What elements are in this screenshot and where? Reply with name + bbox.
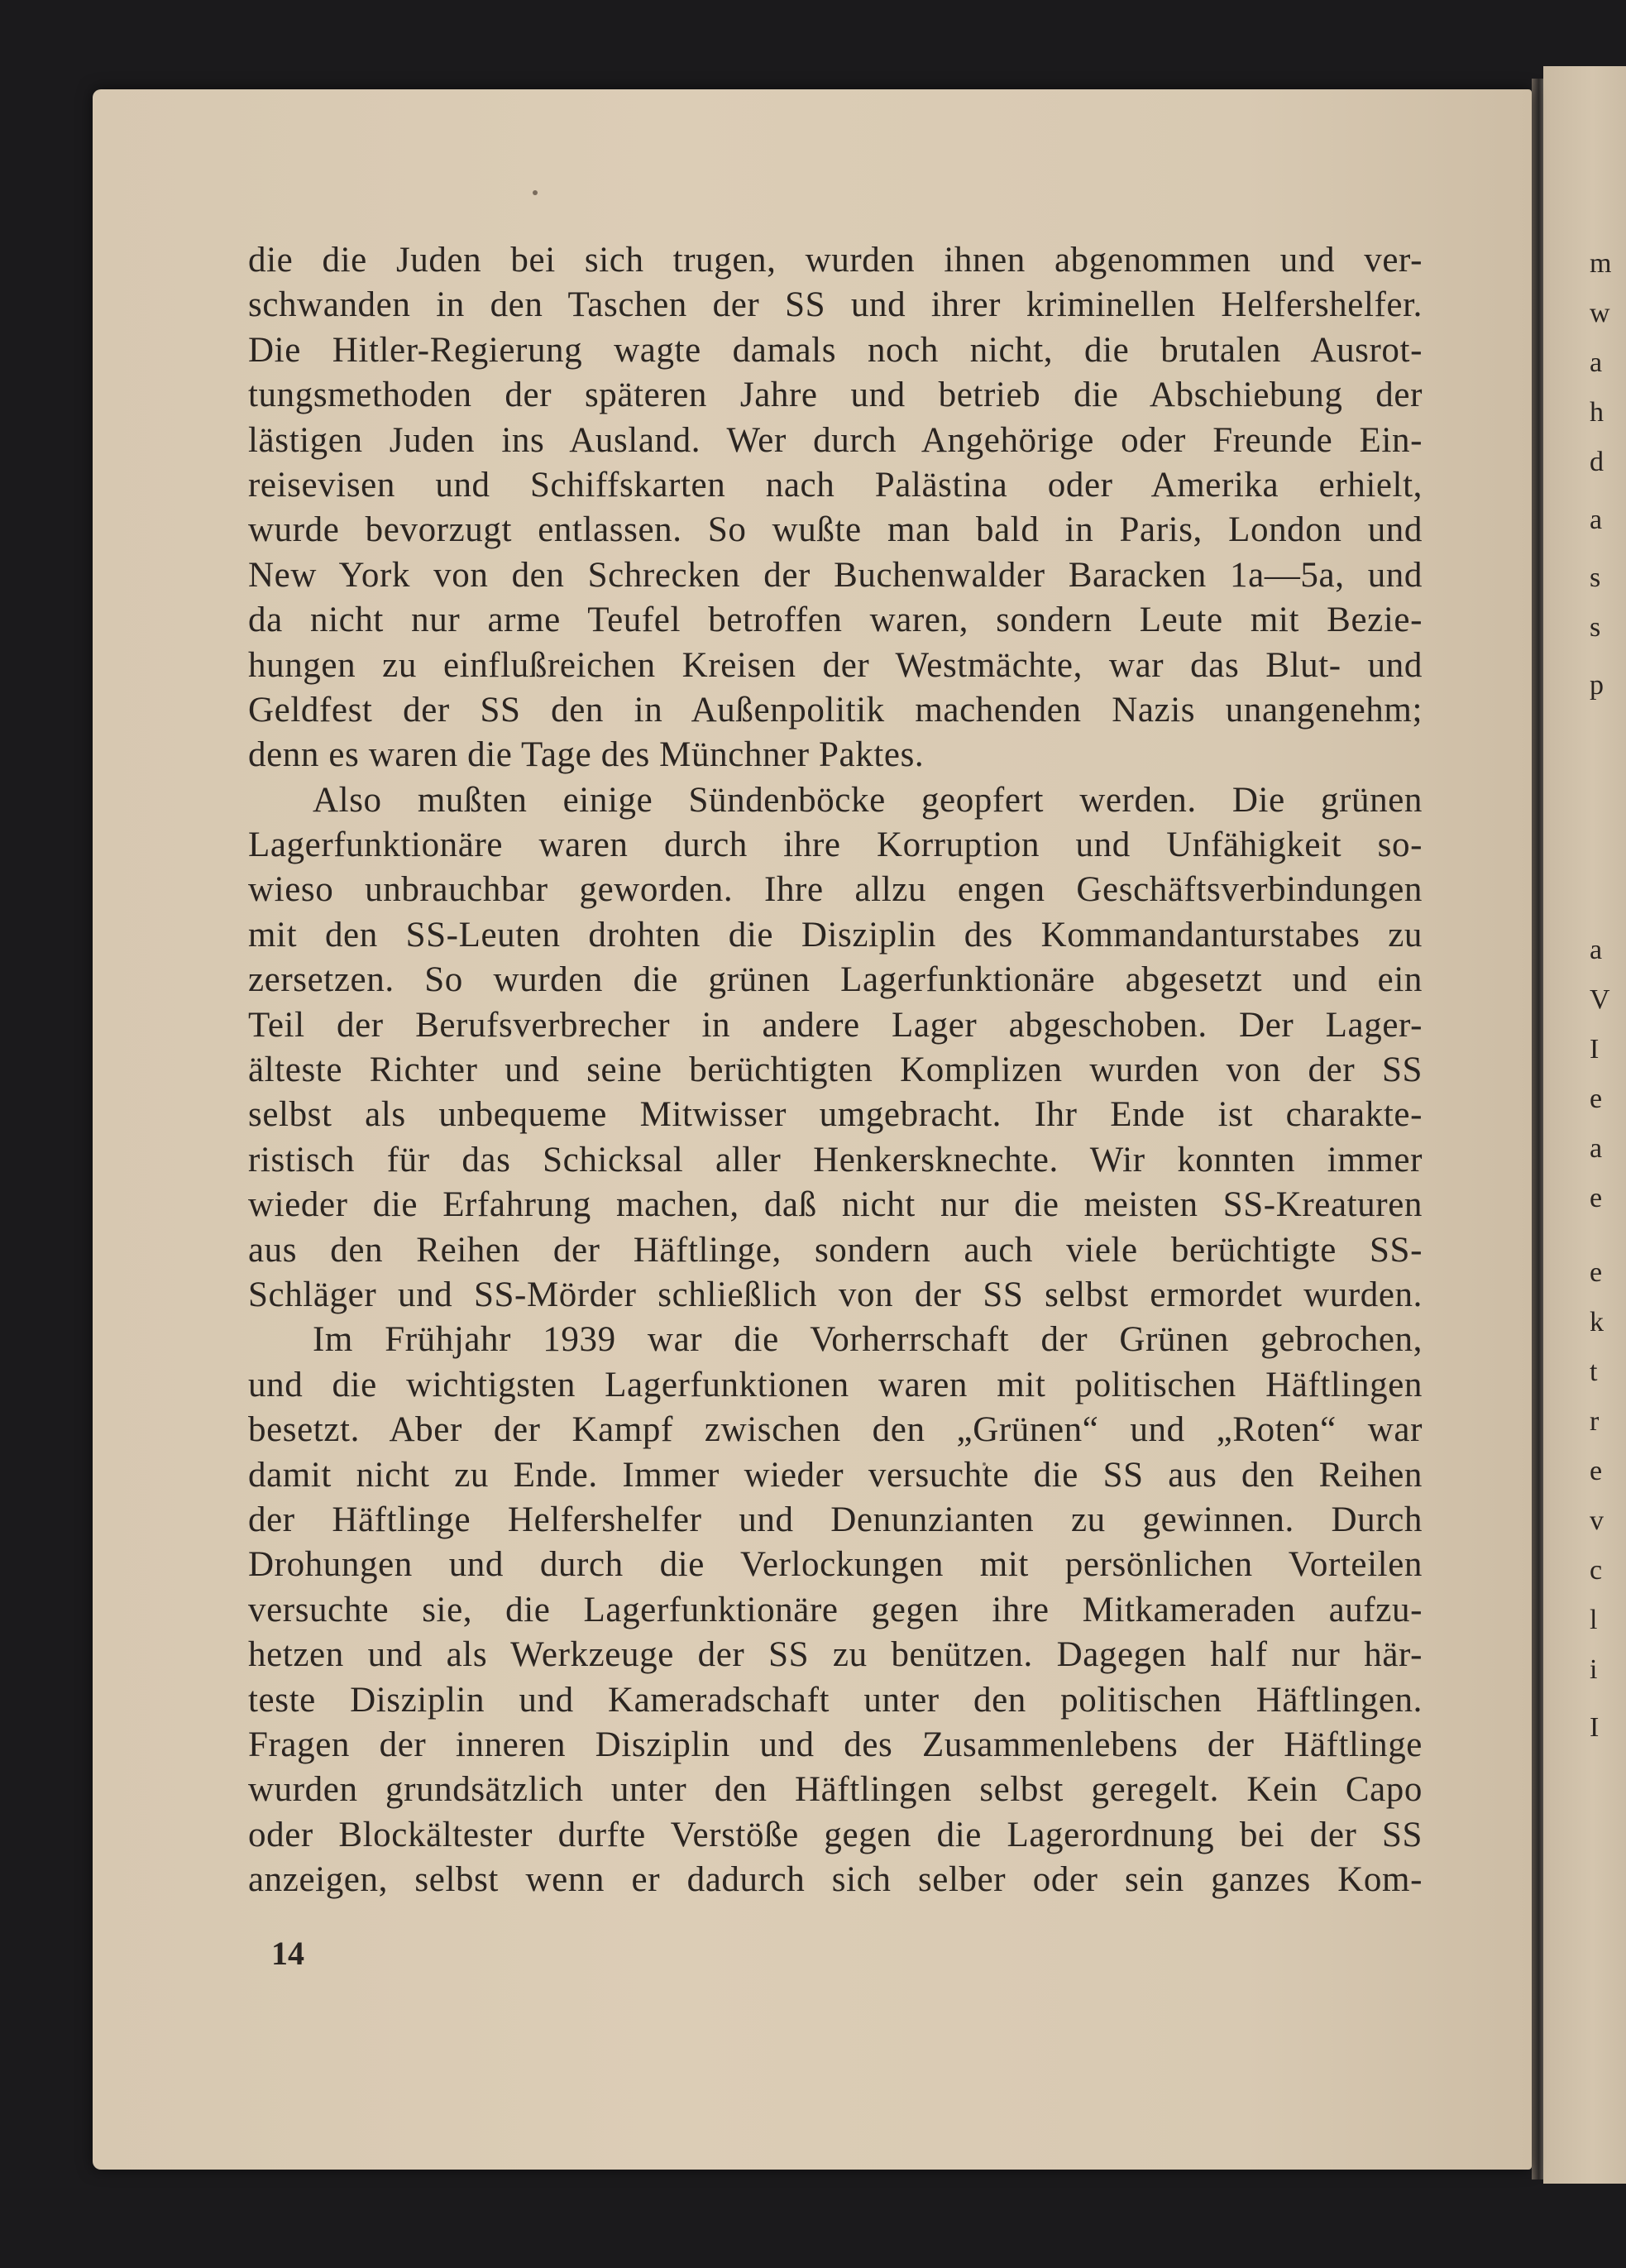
adjacent-page-fragment: d — [1590, 447, 1604, 477]
adjacent-page-fragment: e — [1590, 1257, 1603, 1288]
adjacent-page-fragment: I — [1590, 1712, 1600, 1743]
text-line: Fragen der inneren Disziplin und des Zusammenlebens der Häftlinge — [248, 1725, 1423, 1764]
text-line: zersetzen. So wurden die grünen Lagerfunktionäre abgesetzt und ein — [248, 960, 1423, 1000]
text-line: mit den SS-Leuten drohten die Disziplin des Kommandanturstabes zu — [248, 915, 1423, 955]
text-line: reisevisen und Schiffskarten nach Palästina oder Amerika erhielt, — [248, 465, 1423, 505]
body-text — [248, 238, 1423, 1902]
text-line: die die Juden bei sich trugen, wurden ihnen abgenommen und ver- — [248, 241, 1423, 280]
text-line: Geldfest der SS den in Außenpolitik machenden Nazis unangenehm; — [248, 690, 1423, 730]
text-line: der Häftlinge Helfershelfer und Denunzianten zu gewinnen. Durch — [248, 1500, 1423, 1539]
text-line: ristisch für das Schicksal aller Henkersknechte. Wir konnten immer — [248, 1140, 1423, 1179]
text-line: wieso unbrauchbar geworden. Ihre allzu engen Geschäftsverbindungen — [248, 870, 1423, 910]
adjacent-page-fragment: w — [1590, 298, 1610, 328]
adjacent-page-fragment: e — [1590, 1084, 1603, 1114]
text-line: schwanden in den Taschen der SS und ihrer kriminellen Helfershelfer. — [248, 285, 1423, 325]
text-line: Also mußten einige Sündenböcke geopfert werden. Die grünen — [313, 780, 1423, 820]
text-line: Schläger und SS-Mörder schließlich von der SS selbst ermordet wurden. — [248, 1275, 1423, 1314]
text-line: hetzen und als Werkzeuge der SS zu benützen. Dagegen half nur här- — [248, 1635, 1423, 1675]
adjacent-page-fragment: h — [1590, 397, 1604, 428]
adjacent-page-fragment: a — [1590, 347, 1603, 378]
text-line: hungen zu einflußreichen Kreisen der Westmächte, war das Blut- und — [248, 645, 1423, 685]
text-line: damit nicht zu Ende. Immer wieder versuchte die SS aus den Reihen — [248, 1455, 1423, 1495]
paper-speck — [533, 190, 538, 195]
adjacent-page-fragment: I — [1590, 1034, 1600, 1065]
text-line: Im Frühjahr 1939 war die Vorherrschaft der Grünen gebrochen, — [313, 1320, 1423, 1360]
text-line: Drohungen und durch die Verlockungen mit persönlichen Vorteilen — [248, 1545, 1423, 1585]
adjacent-page-fragment: s — [1590, 562, 1601, 593]
text-line: Die Hitler-Regierung wagte damals noch nicht, die brutalen Ausrot- — [248, 330, 1423, 370]
adjacent-page — [1543, 66, 1626, 2184]
text-line: New York von den Schrecken der Buchenwalder Baracken 1a—5a, und — [248, 555, 1423, 595]
book-gutter — [1532, 79, 1543, 2179]
adjacent-page-fragment: r — [1590, 1406, 1600, 1437]
text-line: anzeigen, selbst wenn er dadurch sich selber oder sein ganzes Kom- — [248, 1860, 1423, 1900]
text-line: lästigen Juden ins Ausland. Wer durch Angehörige oder Freunde Ein- — [248, 420, 1423, 460]
adjacent-page-fragment: e — [1590, 1183, 1603, 1213]
text-line: wurde bevorzugt entlassen. So wußte man bald in Paris, London und — [248, 510, 1423, 550]
page-number: 14 — [271, 1935, 304, 1972]
text-line: Teil der Berufsverbrecher in andere Lager abgeschoben. Der Lager- — [248, 1005, 1423, 1045]
adjacent-page-fragment: a — [1590, 1133, 1603, 1164]
adjacent-page-fragment: i — [1590, 1654, 1598, 1685]
text-line: da nicht nur arme Teufel betroffen waren, sondern Leute mit Bezie- — [248, 600, 1423, 640]
adjacent-page-fragment: l — [1590, 1605, 1598, 1635]
text-line: versuchte sie, die Lagerfunktionäre gegen ihre Mitkameraden aufzu- — [248, 1590, 1423, 1629]
text-line: aus den Reihen der Häftlinge, sondern auch viele berüchtigte SS- — [248, 1230, 1423, 1270]
text-line: denn es waren die Tage des Münchner Paktes. — [248, 735, 925, 775]
adjacent-page-fragment: k — [1590, 1307, 1604, 1337]
text-line: besetzt. Aber der Kampf zwischen den „Grünen“ und „Roten“ war — [248, 1410, 1423, 1450]
adjacent-page-fragment: t — [1590, 1356, 1598, 1387]
adjacent-page-fragment: e — [1590, 1456, 1603, 1486]
adjacent-page-fragment: c — [1590, 1555, 1603, 1586]
adjacent-page-fragment: s — [1590, 612, 1601, 643]
adjacent-page-fragment: v — [1590, 1505, 1604, 1536]
text-line: tungsmethoden der späteren Jahre und betrieb die Abschiebung der — [248, 376, 1423, 415]
adjacent-page-fragment: p — [1590, 670, 1604, 701]
text-line: wieder die Erfahrung machen, daß nicht nur die meisten SS-Kreaturen — [248, 1185, 1423, 1225]
text-line: und die wichtigsten Lagerfunktionen waren mit politischen Häftlingen — [248, 1365, 1423, 1404]
adjacent-page-fragment: m — [1590, 248, 1612, 279]
adjacent-page-fragment: a — [1590, 505, 1603, 535]
adjacent-page-fragment: V — [1590, 984, 1610, 1015]
text-line: teste Disziplin und Kameradschaft unter den politischen Häftlingen. — [248, 1680, 1423, 1720]
text-line: selbst als unbequeme Mitwisser umgebracht. Ihr Ende ist charakte- — [248, 1095, 1423, 1135]
adjacent-page-fragment: a — [1590, 935, 1603, 965]
text-line: Lagerfunktionäre waren durch ihre Korruption und Unfähigkeit so- — [248, 825, 1423, 865]
text-line: oder Blockältester durfte Verstöße gegen die Lagerordnung bei der SS — [248, 1815, 1423, 1854]
text-line: älteste Richter und seine berüchtigten Komplizen wurden von der SS — [248, 1050, 1423, 1090]
text-line: wurden grundsätzlich unter den Häftlingen selbst geregelt. Kein Capo — [248, 1770, 1423, 1810]
